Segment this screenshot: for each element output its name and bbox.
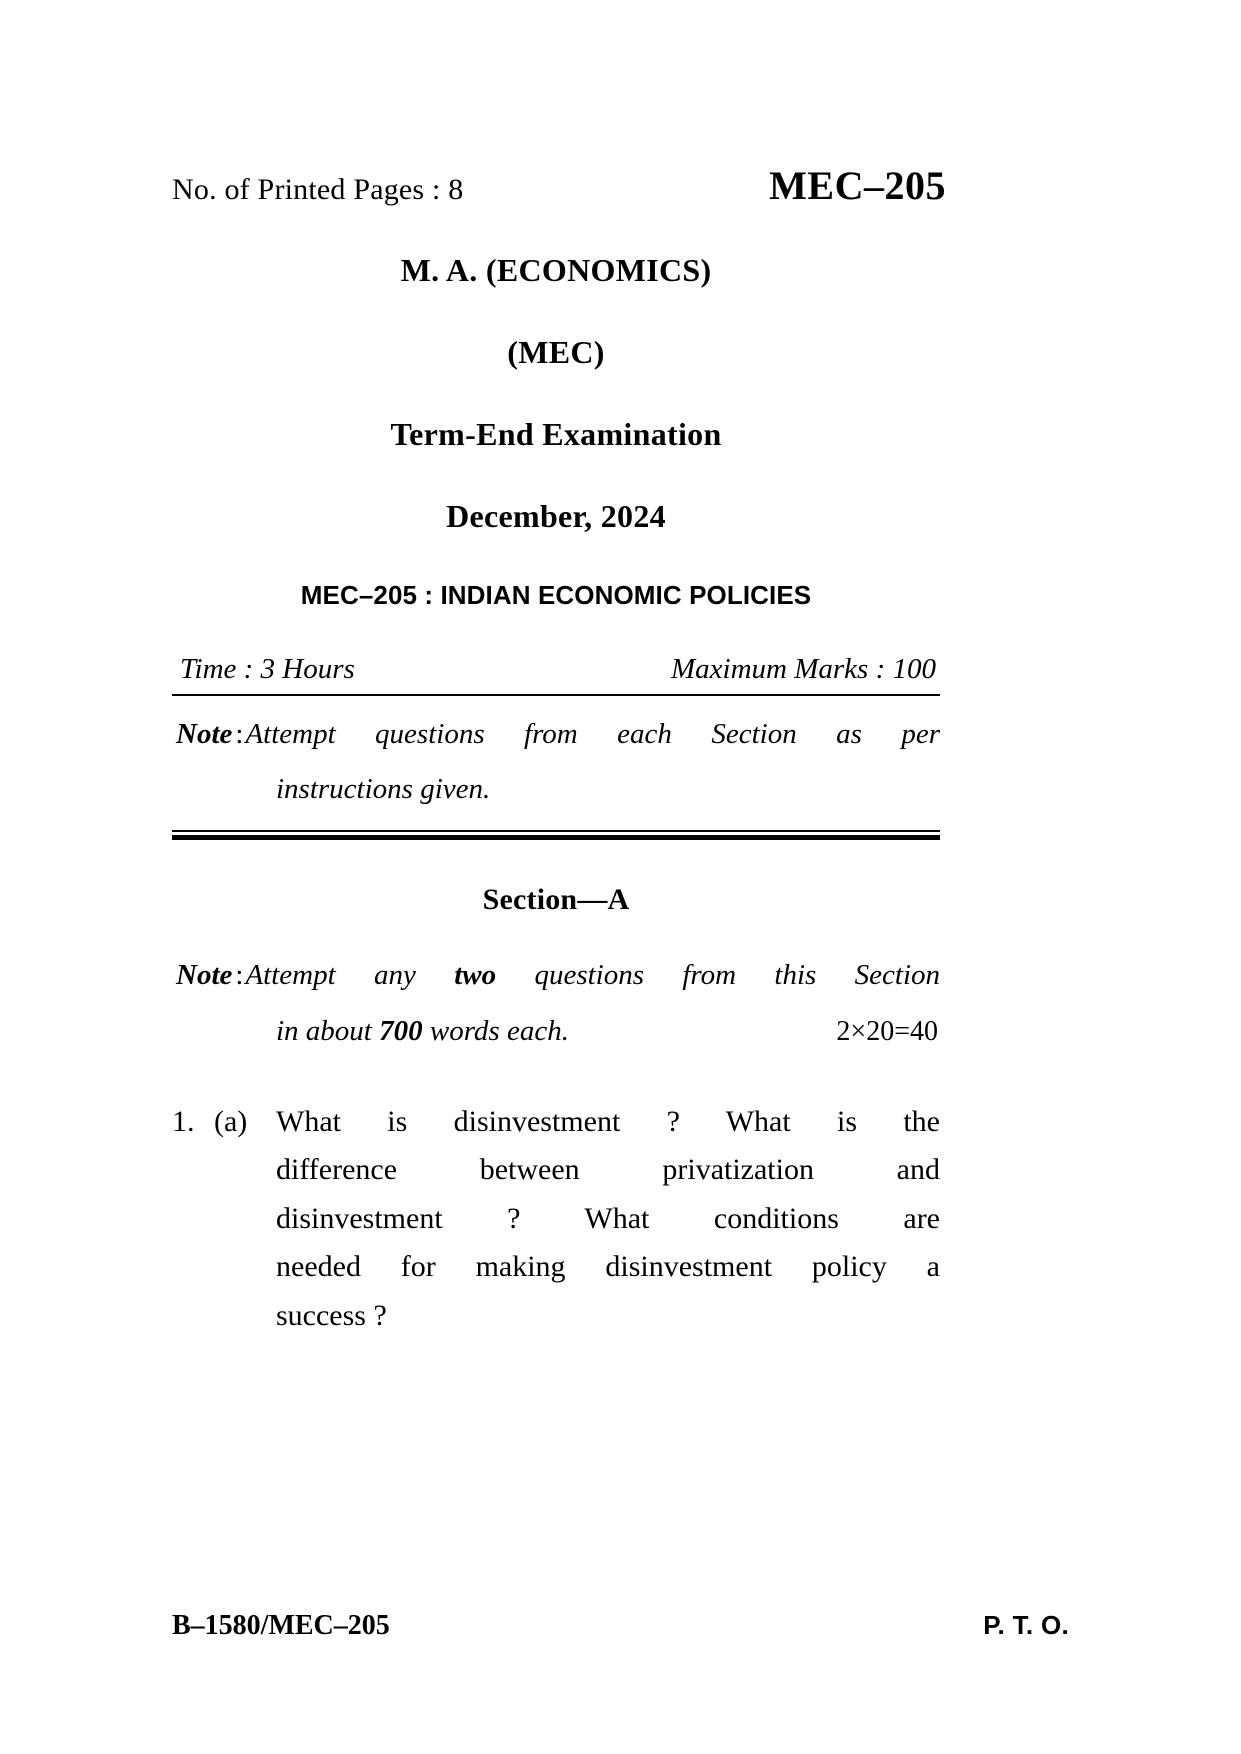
question-1a-line-4: needed for making disinvestment policy a	[276, 1250, 940, 1284]
general-note-second-line: instructions given.	[276, 773, 491, 806]
section-a-note-continuation	[276, 1011, 569, 1052]
page-header	[172, 162, 946, 208]
question-1a-line-2: difference between privatization and	[276, 1153, 940, 1187]
section-a-note-text	[245, 955, 940, 996]
question-1a-text	[276, 1098, 940, 1341]
question-1a-line-3: disinvestment ? What conditions are	[276, 1201, 940, 1235]
question-1-number: 1.	[172, 1104, 195, 1138]
section-a-note-first-line	[172, 955, 940, 996]
separator-thick-rule	[172, 835, 940, 840]
footer-paper-ref: B–1580/MEC–205	[172, 1610, 390, 1641]
programme-code: (MEC)	[507, 334, 605, 370]
section-a-note-part2: questions from this Section	[534, 959, 941, 992]
general-note-label: Note	[176, 718, 233, 750]
section-a-note-bold-wordcount: 700	[379, 1014, 423, 1047]
question-1a-line-5: success ?	[276, 1299, 387, 1333]
page-content	[172, 0, 946, 1341]
exam-max-marks: Maximum Marks : 100	[671, 653, 936, 685]
exam-time: Time : 3 Hours	[180, 653, 355, 685]
exam-type: Term-End Examination	[390, 416, 722, 452]
divider-rule	[172, 694, 940, 696]
general-note-colon: :	[235, 718, 244, 750]
section-a-note-part3: in about	[276, 1014, 372, 1047]
programme-title: M. A. (ECONOMICS)	[400, 252, 712, 288]
paper-code: MEC–205	[769, 163, 946, 208]
section-separator	[172, 830, 940, 839]
question-1a-line-1: What is disinvestment ? What is the	[276, 1104, 940, 1138]
general-note-text: Attempt questions from each Section as per	[245, 718, 940, 750]
section-a-heading: Section—A	[482, 883, 630, 917]
section-a-note-part4: words each.	[429, 1014, 569, 1047]
section-a-note-second-line	[172, 1011, 940, 1052]
section-a-note-label: Note	[176, 959, 233, 992]
title-block	[172, 252, 940, 611]
general-note-first-line	[172, 714, 940, 755]
page-footer	[172, 1610, 1069, 1642]
subject-title: MEC–205 : INDIAN ECONOMIC POLICIES	[300, 580, 812, 610]
section-a-marks: 2×20=40	[836, 1015, 938, 1047]
question-1-row	[172, 1098, 940, 1341]
exam-info-row	[172, 653, 940, 694]
general-note	[172, 714, 940, 810]
section-a-note	[172, 955, 940, 1051]
printed-pages-label: No. of Printed Pages : 8	[172, 173, 464, 206]
section-a-note-part1: Attempt any	[245, 959, 416, 992]
exam-session: December, 2024	[446, 498, 666, 534]
question-1a-label: (a)	[214, 1104, 248, 1138]
section-a-note-colon: :	[235, 959, 244, 992]
question-1	[172, 1098, 940, 1341]
section-a-note-bold-two: two	[454, 959, 497, 992]
footer-pto: P. T. O.	[983, 1610, 1069, 1640]
